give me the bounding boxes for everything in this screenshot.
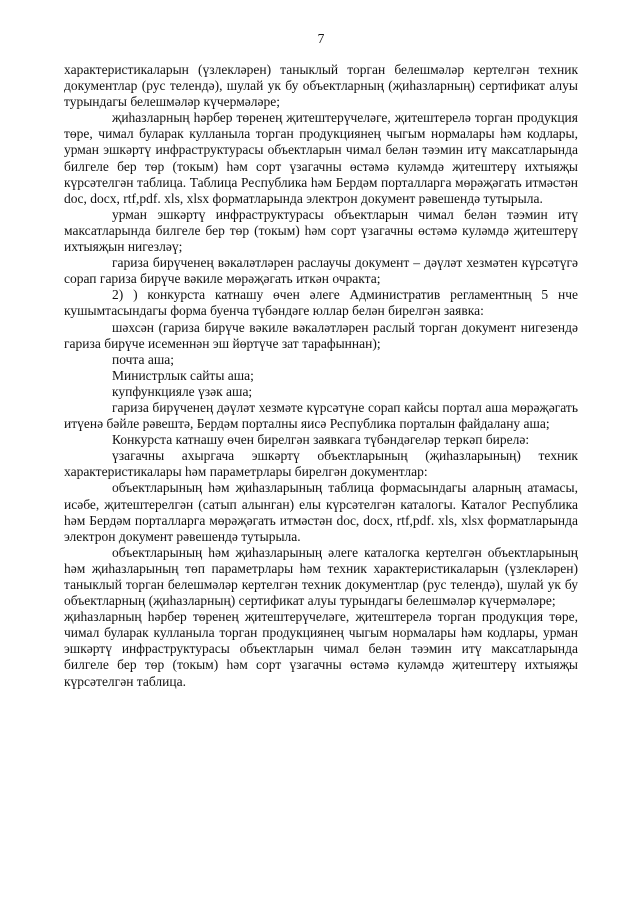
paragraph: почта аша;: [112, 351, 174, 367]
paragraph: характеристикаларын (үзлекләрен) таныклый торган белешмәләр кертелгән техник документлар (рус телендә), шулай ук бу объектларның (җиһазларның) сертификат алуы турындагы белешмәләр күчермәләре;: [64, 62, 578, 110]
paragraph: Конкурста катнашу өчен бирелгән заявкага түбәндәгеләр теркәп бирелә:: [112, 432, 530, 448]
paragraph: җиһазларның һәрбер төренең җитештерүчеләге, җитештерелә торган продукция төре, чимал буларак кулланыла торган продукциянең чыгым нормалары һәм кодлары, урман эшкәртү инфраструктурасы объектларын чимал белән тәэмин итү максатларында билгеле бер төр (токым) һәм сорт үзагачны өстәмә куләмдә җитештерү ихтыяҗы күрсәтелгән таблица.: [64, 609, 578, 689]
paragraph: объектларының һәм җиһазларының таблица формасындагы аларның атамасы, исәбе, җитештерелгән (сатып алынган) елы күрсәтелгән каталогы. Каталог Республика һәм Бердәм порталларга мөрәҗәгать итмәстән doc, docx, rtf,pdf. xls, xlsx форматларында электрон документ рәвешендә тутырыла.: [64, 480, 578, 544]
paragraph: объектларының һәм җиһазларының әлеге каталогка кертелгән объектларының һәм җиһазларының төп параметрлары һәм техник характеристикаларын (үзлекләрен) таныклый торган белешмәләр кертелгән техник документлар (рус телендә), шулай ук бу объектларның (җиһазларның) сертификат алуы турындагы белешмәләр күчермәләре;: [64, 544, 578, 609]
paragraph: гариза бирүченең дәүләт хезмәте күрсәтүне сорап кайсы портал аша мөрәҗәгать итүенә бәйле рәвештә, Бердәм порталны яисә Республика порталын файдалану аша;: [64, 399, 578, 432]
page-number: 7: [317, 31, 325, 46]
paragraph: купфункцияле үзәк аша;: [112, 383, 253, 399]
paragraph: үзагачны ахыргача эшкәртү объектларының (җиһазларының) техник характеристикалары һәм параметрлары бирелгән документлар:: [64, 448, 578, 480]
paragraph: шәхсән (гариза бирүче вәкиле вәкаләтләрен раслый торган документ нигезендә гариза бирүче исеменнән эш йөртүче зат тарафыннан);: [64, 319, 578, 351]
paragraph: урман эшкәртү инфраструктурасы объектларын чимал белән тәэмин итү максатларында билгеле бер төр (токым) һәм сорт үзагачны өстәмә куләмдә җитештерү ихтыяҗын нигезләү;: [64, 206, 578, 255]
paragraph: җиһазларның һәрбер төренең җитештерүчеләге, җитештерелә торган продукция төре, чимал буларак кулланыла торган продукциянең чыгым нормалары һәм кодлары, урман эшкәртү инфраструктурасы объектларын чимал белән тәэмин итү максатларында билгеле бер төр (токым) һәм сорт үзагачны өстәмә куләмдә җитештерү ихтыяҗы күрсәтелгән таблица. Таблица Республика һәм Бердәм порталларга мөрәҗәгать итмәстән doc, docx, rtf,pdf. xls, xlsx форматларында электрон документ рәвешендә тутырыла.: [64, 110, 578, 206]
paragraph: Министрлык сайты аша;: [112, 367, 254, 383]
paragraph: 2) ) конкурста катнашу өчен әлеге Административ регламентның 5 нче кушымтасындагы форма буенча түбәндәге юллар белән бирелгән заявка:: [64, 287, 578, 319]
document-body: [64, 62, 578, 690]
paragraph: гариза бирүченең вәкаләтләрен раслаучы документ – дәүләт хезмәтен күрсәтүгә сорап гариза бирүче вәкиле мөрәҗәгать иткән очракта;: [64, 255, 578, 287]
